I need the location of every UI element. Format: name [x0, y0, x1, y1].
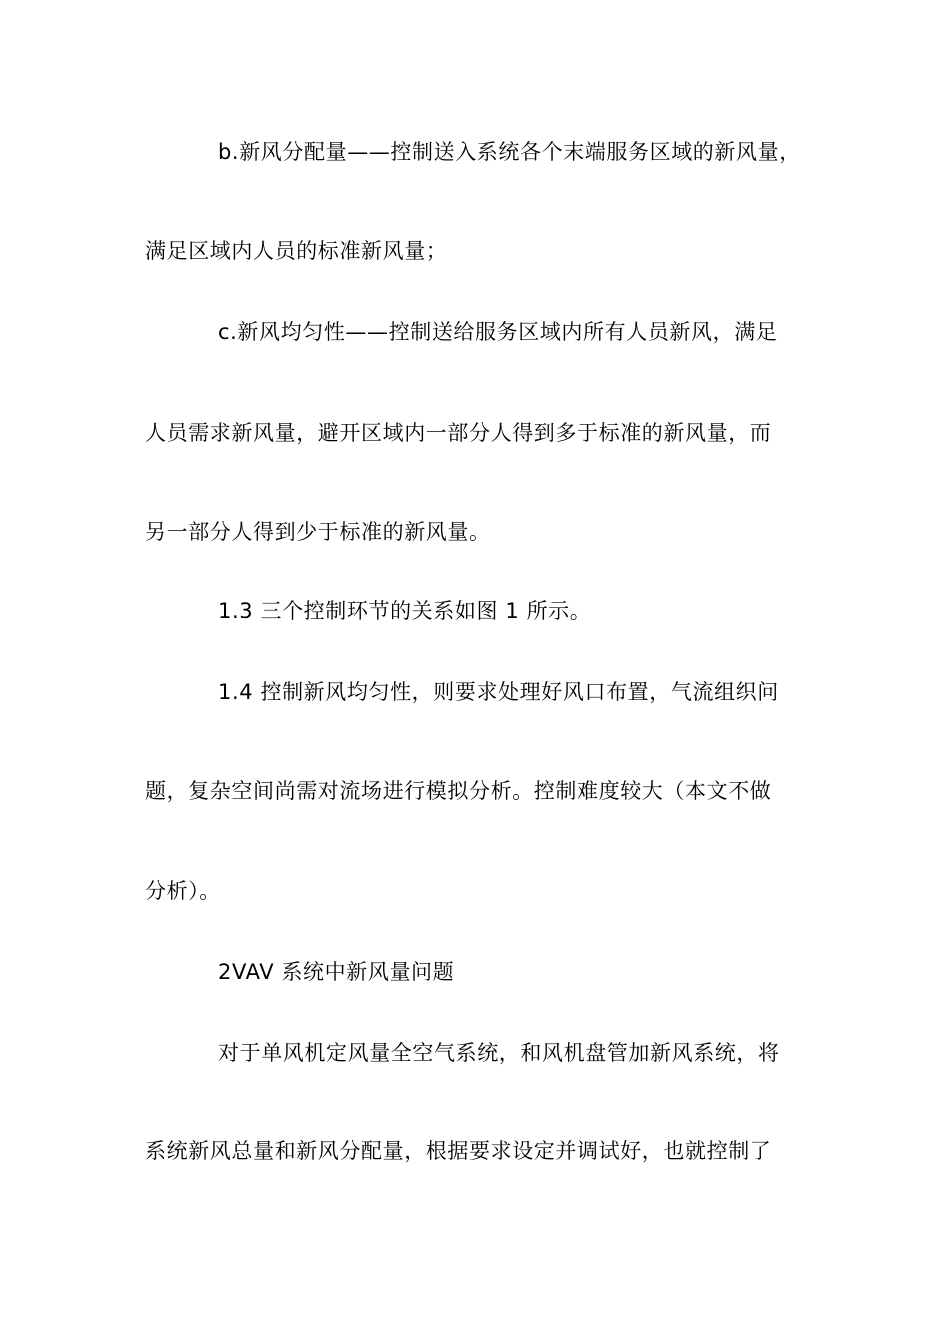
- section-1-3-line: 1.3 三个控制环节的关系如图 1 所示。: [218, 599, 592, 623]
- paragraph-b-line-1: b.新风分配量——控制送入系统各个末端服务区域的新风量，: [218, 140, 801, 164]
- section-1-4-line-2: 题，复杂空间尚需对流场进行模拟分析。控制难度较大（本文不做: [145, 779, 772, 803]
- paragraph-b-line-2: 满足区域内人员的标准新风量；: [145, 239, 448, 263]
- paragraph-c-line-1: c.新风均匀性——控制送给服务区域内所有人员新风，满足: [218, 320, 778, 344]
- section-1-4-line-1: 1.4 控制新风均匀性，则要求处理好风口布置，气流组织问: [218, 680, 779, 704]
- section-1-4-line-3: 分析）。: [145, 879, 221, 903]
- section-2-paragraph-line-2: 系统新风总量和新风分配量，根据要求设定并调试好，也就控制了: [145, 1139, 772, 1163]
- paragraph-c-line-3: 另一部分人得到少于标准的新风量。: [145, 520, 491, 544]
- section-2-heading: 2VAV 系统中新风量问题: [218, 960, 455, 984]
- section-2-paragraph-line-1: 对于单风机定风量全空气系统，和风机盘管加新风系统，将: [218, 1041, 780, 1065]
- paragraph-c-line-2: 人员需求新风量，避开区域内一部分人得到多于标准的新风量，而: [145, 421, 772, 445]
